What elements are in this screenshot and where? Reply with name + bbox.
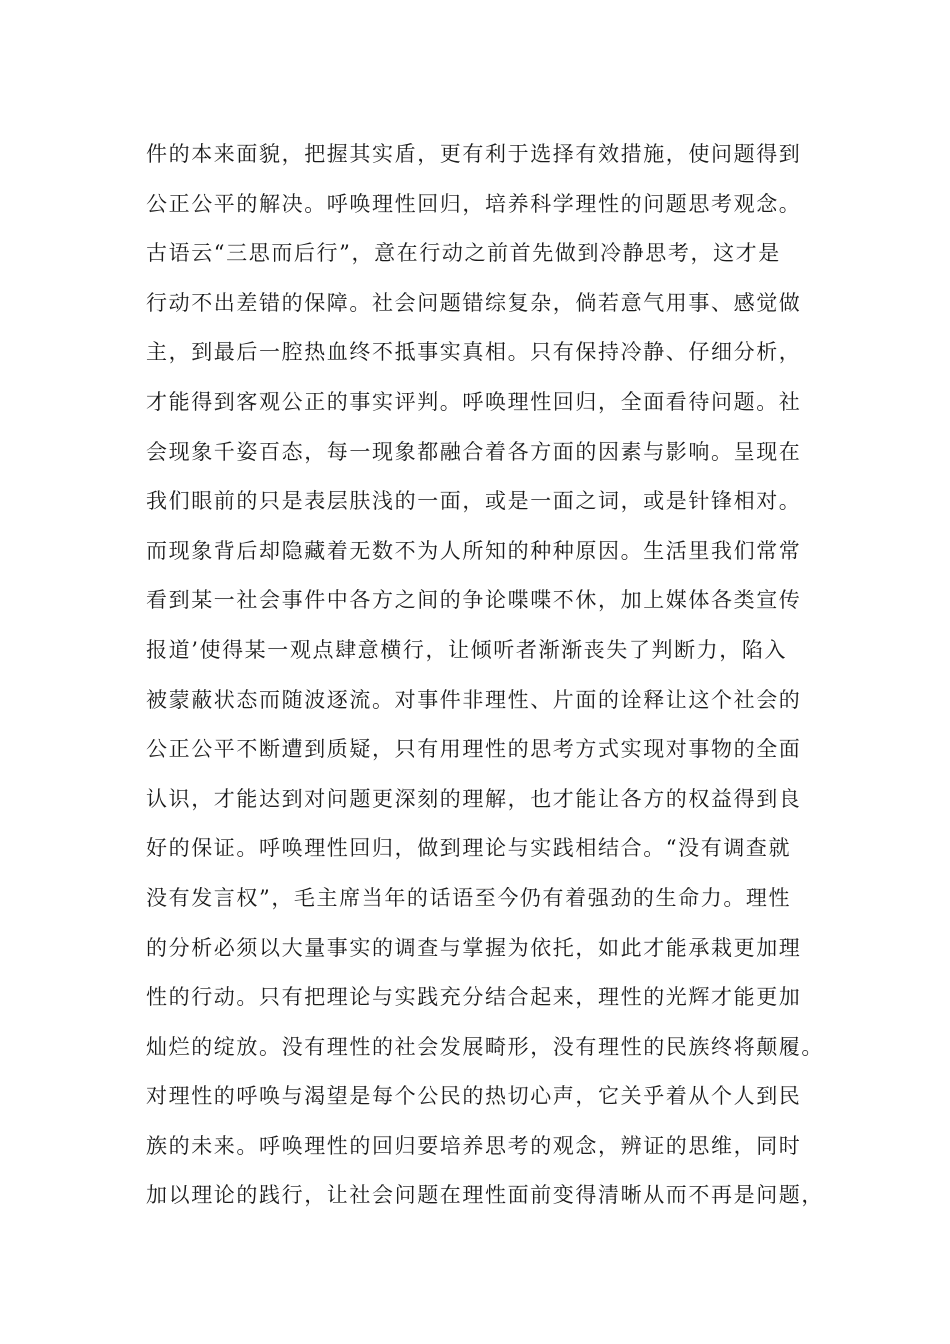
text-line: 好的保证。呼唤理性回归，做到理论与实践相结合。“没有调查就 [146,836,792,861]
text-line: 古语云“三思而后行”，意在行动之前首先做到冷静思考，这才是 [146,241,781,266]
text-line: 主，到最后一腔热血终不抵事实真相。只有保持冷静、仔细分析， [146,340,802,365]
text-line: 行动不出差错的保障。社会问题错综复杂，倘若意气用事、感觉做 [146,290,802,315]
body-text [146,130,826,1221]
text-line: 件的本来面貌，把握其实盾，更有利于选择有效措施，使问题得到 [146,142,802,166]
text-line: 报道’使得某一观点肆意横行，让倾听者渐渐丧失了判断力，陷入 [146,637,788,662]
text-line: 族的未来。呼唤理性的回归要培养思考的观念，辨证的思维，同时 [146,1133,802,1158]
text-line: 灿烂的绽放。没有理性的社会发展畸形，没有理性的民族终将颠履。 [146,1034,824,1059]
text-line: 性的行动。只有把理论与实践充分结合起来，理性的光辉才能更加 [146,985,802,1010]
text-line: 公正公平的解决。呼唤理性回归，培养科学理性的问题思考观念。 [146,191,802,216]
text-line: 公正公平不断遭到质疑，只有用理性的思考方式实现对事物的全面 [146,737,802,762]
text-line: 我们眼前的只是表层肤浅的一面，或是一面之词，或是针锋相对。 [146,489,802,514]
text-line: 对理性的呼唤与渴望是每个公民的热切心声，它关乎着从个人到民 [146,1084,802,1109]
text-line: 的分析必须以大量事实的调查与掌握为依托，如此才能承栽更加理 [146,935,802,960]
text-line: 才能得到客观公正的事实评判。呼唤理性回归，全面看待问题。社 [146,389,802,414]
text-line: 没有发言权”，毛主席当年的话语至今仍有着强劲的生命力。理性 [146,885,792,910]
text-line: 认识，才能达到对问题更深刻的理解，也才能让各方的权益得到良 [146,786,802,811]
text-line: 而现象背后却隐藏着无数不为人所知的种种原因。生活里我们常常 [146,538,802,563]
text-line: 看到某一社会事件中各方之间的争论喋喋不休，加上媒体各类宣传 [146,588,802,613]
text-line: 加以理论的践行，让社会问题在理性面前变得清晰从而不再是问题， [146,1183,824,1208]
text-line: 被蒙蔽状态而随波逐流。对事件非理性、片面的诠释让这个社会的 [146,687,802,712]
text-line: 会现象千姿百态，每一现象都融合着各方面的因素与影响。呈现在 [146,439,802,464]
